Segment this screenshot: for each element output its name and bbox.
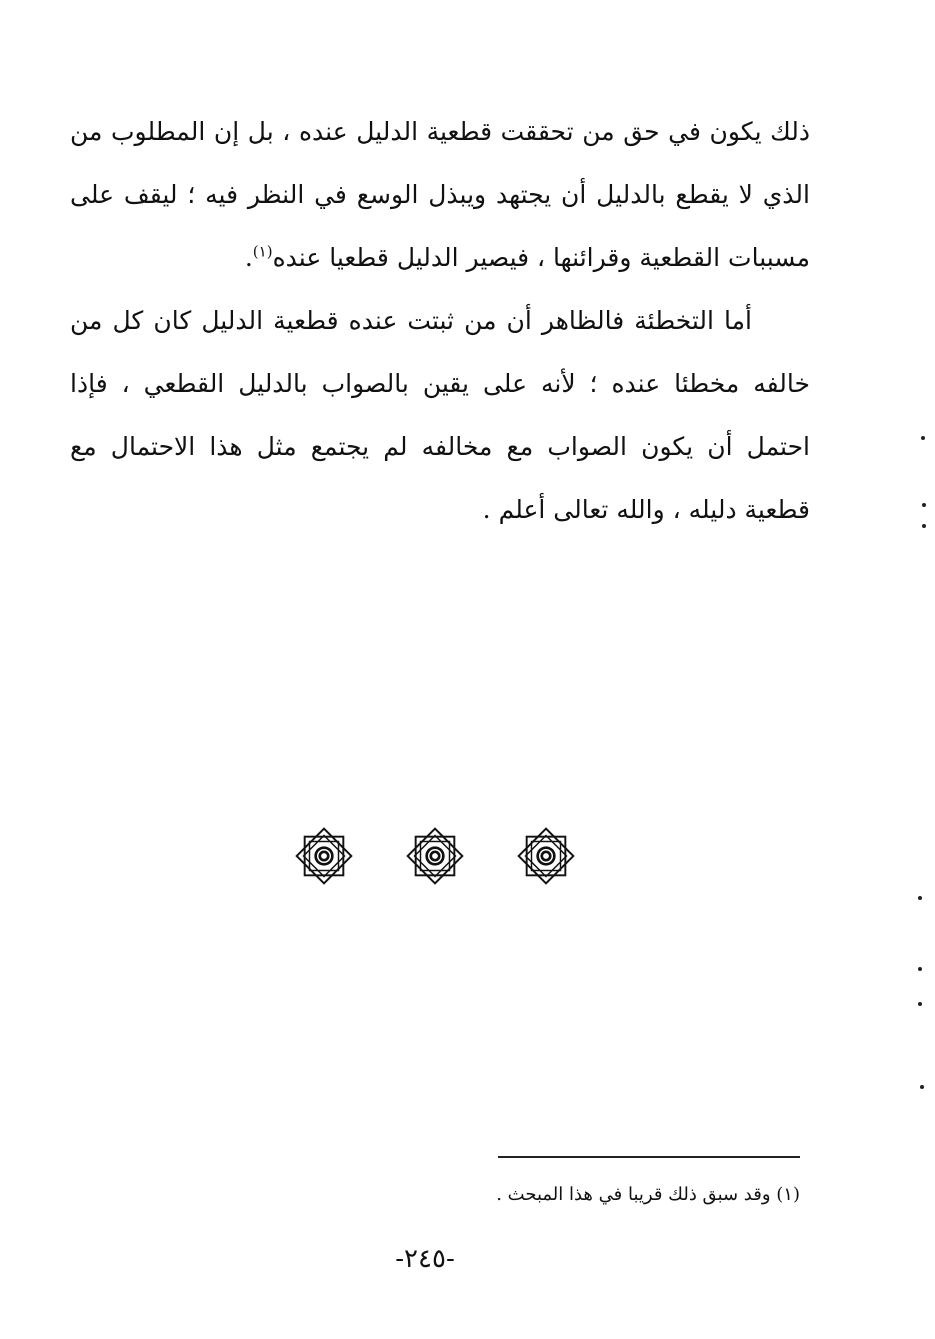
octagram-rosette-icon bbox=[517, 827, 575, 885]
paragraph-1 bbox=[70, 100, 810, 289]
octagram-rosette-icon bbox=[406, 827, 464, 885]
paragraph-2: أما التخطئة فالظاهر أن من ثبتت عنده قطعية الدليل كان كل من خالفه مخطئا عنده ؛ لأنه على يقين بالصواب بالدليل القطعي ، فإذا احتمل أن يكون الصواب مع مخالفه لم يجتمع مثل هذا الاحتمال مع قطعية دليله ، والله تعالى أعلم . bbox=[70, 306, 810, 524]
footnote-reference[interactable]: (١) bbox=[252, 242, 273, 261]
octagram-rosette-icon bbox=[295, 827, 353, 885]
paragraph-1-text: ذلك يكون في حق من تحققت قطعية الدليل عنده ، بل إن المطلوب من الذي لا يقطع بالدليل أن يجتهد ويبذل الوسع في النظر فيه ؛ ليقف على مسببات القطعية وقرائنها ، فيصير الدليل قطعيا عنده bbox=[70, 117, 810, 272]
scan-speck bbox=[922, 503, 926, 507]
main-text bbox=[70, 100, 810, 541]
scan-speck bbox=[918, 896, 922, 900]
scan-speck bbox=[920, 1085, 924, 1089]
scan-speck bbox=[918, 1002, 922, 1006]
paragraph-1-end: . bbox=[244, 243, 253, 272]
scan-speck bbox=[921, 436, 925, 440]
scan-speck bbox=[922, 524, 926, 528]
page-number: -٢٤٥- bbox=[395, 1244, 455, 1274]
scan-speck bbox=[918, 967, 922, 971]
section-divider-ornaments bbox=[295, 826, 575, 886]
footnote-text: (١) وقد سبق ذلك قريبا في هذا المبحث . bbox=[496, 1184, 800, 1205]
footnote-separator-rule bbox=[498, 1156, 800, 1158]
